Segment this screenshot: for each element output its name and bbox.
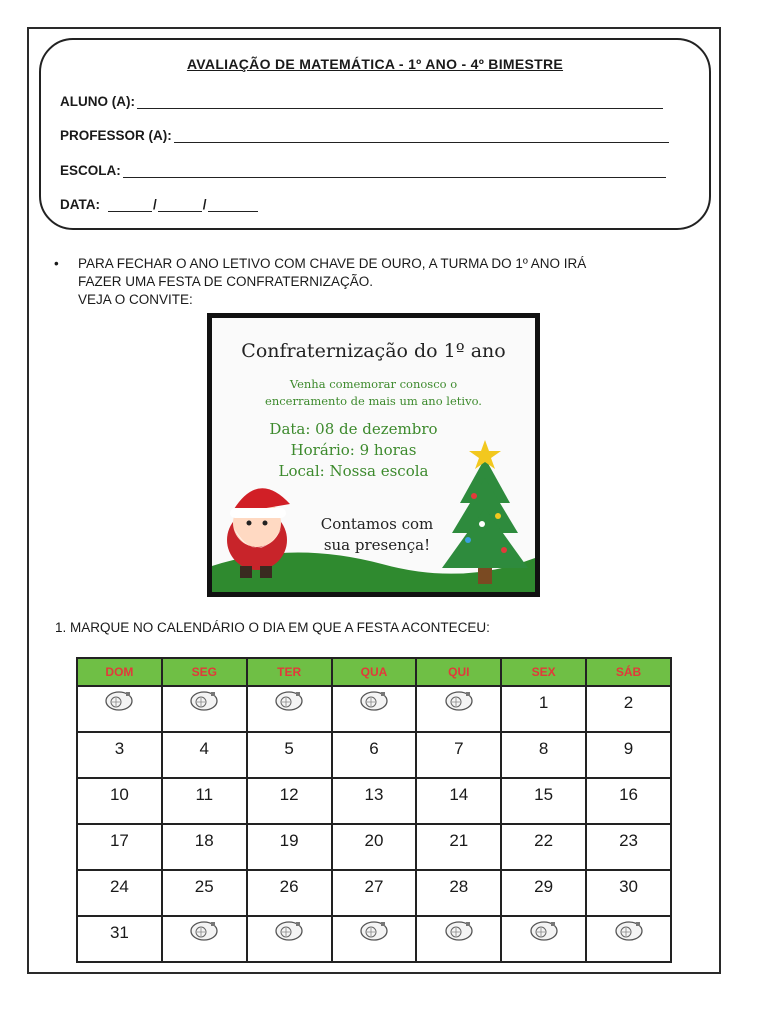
calendar-day-cell[interactable]: [332, 778, 417, 824]
calendar-empty-cell[interactable]: [332, 686, 417, 732]
date-label: DATA:: [60, 197, 100, 212]
weekday-header: SEG: [162, 658, 247, 686]
christmas-ornament-icon: [189, 920, 219, 947]
invitation-place: Local: Nossa escola: [278, 462, 429, 480]
calendar-day-number: 31: [109, 923, 129, 942]
calendar-day-cell[interactable]: [162, 870, 247, 916]
date-separator: /: [153, 197, 157, 212]
weekday-header: DOM: [77, 658, 162, 686]
calendar-day-number: 10: [109, 785, 129, 804]
invitation-title: Confraternização do 1º ano: [241, 340, 506, 362]
calendar-day-cell[interactable]: [416, 824, 501, 870]
calendar-day-cell[interactable]: [501, 732, 586, 778]
calendar-day-cell[interactable]: [247, 732, 332, 778]
student-label: ALUNO (A):: [60, 94, 135, 109]
weekday-header: SEX: [501, 658, 586, 686]
invitation-sub-line-1: Venha comemorar conosco o: [289, 377, 458, 391]
christmas-ornament-icon: [274, 920, 304, 947]
invitation-sub-line-2: encerramento de mais um ano letivo.: [265, 394, 482, 408]
calendar-day-number: 29: [534, 877, 554, 896]
calendar-day-number: 18: [194, 831, 214, 850]
date-month-line[interactable]: [158, 197, 202, 212]
calendar-day-number: 2: [623, 693, 634, 712]
intro-line-3: VEJA O CONVITE:: [78, 292, 193, 307]
school-label: ESCOLA:: [60, 163, 121, 178]
weekday-header: QUA: [332, 658, 417, 686]
calendar-week-row: [77, 686, 671, 732]
calendar-empty-cell[interactable]: [247, 686, 332, 732]
invitation-time: Horário: 9 horas: [290, 441, 417, 459]
christmas-ornament-icon: [104, 690, 134, 717]
calendar-week-row: [77, 870, 671, 916]
calendar-day-cell[interactable]: [586, 870, 671, 916]
weekday-header: QUI: [416, 658, 501, 686]
calendar-body: [77, 686, 671, 962]
calendar-day-number: 9: [623, 739, 634, 758]
calendar-day-number: 21: [449, 831, 469, 850]
calendar-day-number: 3: [114, 739, 125, 758]
student-field[interactable]: [60, 94, 663, 109]
calendar-empty-cell[interactable]: [416, 916, 501, 962]
christmas-ornament-icon: [444, 920, 474, 947]
invitation-details: [212, 419, 495, 482]
calendar-day-cell[interactable]: [247, 870, 332, 916]
calendar-day-cell[interactable]: [586, 824, 671, 870]
calendar-day-number: 28: [449, 877, 469, 896]
calendar-day-cell[interactable]: [416, 778, 501, 824]
calendar-week-row: [77, 732, 671, 778]
calendar-day-number: 17: [109, 831, 129, 850]
calendar-day-cell[interactable]: [501, 824, 586, 870]
calendar-day-cell[interactable]: [77, 916, 162, 962]
calendar-day-number: 22: [534, 831, 554, 850]
calendar-day-number: 14: [449, 785, 469, 804]
calendar-day-cell[interactable]: [247, 778, 332, 824]
weekday-header: SÁB: [586, 658, 671, 686]
teacher-label: PROFESSOR (A):: [60, 128, 172, 143]
intro-line-1: PARA FECHAR O ANO LETIVO COM CHAVE DE OURO, A TURMA DO 1º ANO IRÁ: [78, 256, 587, 271]
calendar-day-cell[interactable]: [77, 778, 162, 824]
date-field[interactable]: [60, 197, 258, 212]
calendar-day-cell[interactable]: [77, 824, 162, 870]
calendar-day-number: 24: [109, 877, 129, 896]
header-box: [39, 38, 711, 230]
weekday-header: TER: [247, 658, 332, 686]
christmas-ornament-icon: [529, 920, 559, 947]
calendar-week-row: [77, 778, 671, 824]
calendar-day-cell[interactable]: [501, 686, 586, 732]
christmas-ornament-icon: [614, 920, 644, 947]
calendar-day-cell[interactable]: [416, 870, 501, 916]
intro-paragraph: [54, 255, 698, 309]
calendar-day-cell[interactable]: [332, 870, 417, 916]
christmas-ornament-icon: [444, 690, 474, 717]
calendar-day-number: 8: [538, 739, 549, 758]
calendar-day-cell[interactable]: [586, 732, 671, 778]
calendar-empty-cell[interactable]: [77, 686, 162, 732]
invitation-closing-line-2: sua presença!: [323, 536, 431, 554]
teacher-line[interactable]: [174, 128, 669, 143]
invitation-closing: [297, 514, 457, 556]
calendar-empty-cell[interactable]: [332, 916, 417, 962]
calendar-day-number: 20: [364, 831, 384, 850]
calendar-day-cell[interactable]: [416, 732, 501, 778]
christmas-ornament-icon: [274, 690, 304, 717]
calendar-day-cell[interactable]: [162, 732, 247, 778]
bullet: •: [54, 256, 59, 271]
invitation-card: [207, 313, 540, 597]
calendar-day-cell[interactable]: [162, 824, 247, 870]
calendar-day-cell[interactable]: [501, 870, 586, 916]
calendar-day-number: 30: [619, 877, 638, 896]
calendar-day-number: 11: [195, 785, 214, 804]
teacher-field[interactable]: [60, 128, 669, 143]
calendar-day-cell[interactable]: [501, 778, 586, 824]
calendar-day-number: 15: [534, 785, 554, 804]
christmas-ornament-icon: [189, 690, 219, 717]
calendar-day-cell[interactable]: [332, 732, 417, 778]
calendar-empty-cell[interactable]: [162, 686, 247, 732]
calendar-day-cell[interactable]: [162, 778, 247, 824]
calendar-day-number: 16: [619, 785, 638, 804]
student-line[interactable]: [137, 94, 663, 109]
calendar-day-number: 4: [199, 739, 209, 758]
calendar-week-row: [77, 824, 671, 870]
calendar-day-number: 12: [279, 785, 299, 804]
calendar-empty-cell[interactable]: [586, 916, 671, 962]
calendar-day-cell[interactable]: [247, 824, 332, 870]
question-1: 1. MARQUE NO CALENDÁRIO O DIA EM QUE A FESTA ACONTECEU:: [55, 620, 490, 635]
calendar-day-number: 7: [454, 739, 464, 758]
exam-title: AVALIAÇÃO DE MATEMÁTICA - 1º ANO - 4º BIMESTRE: [186, 56, 564, 72]
calendar-week-row: [77, 916, 671, 962]
calendar-day-number: 19: [279, 831, 299, 850]
calendar-day-cell[interactable]: [586, 778, 671, 824]
calendar-empty-cell[interactable]: [416, 686, 501, 732]
invitation-closing-line-1: Contamos com: [320, 515, 434, 533]
calendar-day-cell[interactable]: [332, 824, 417, 870]
calendar-day-number: 26: [279, 877, 299, 896]
invitation-date: Data: 08 de dezembro: [269, 420, 438, 438]
calendar-day-number: 5: [284, 739, 294, 758]
calendar-day-number: 27: [364, 877, 384, 896]
calendar-day-number: 6: [369, 739, 379, 758]
intro-line-2: FAZER UMA FESTA DE CONFRATERNIZAÇÃO.: [78, 274, 374, 289]
calendar-day-number: 1: [538, 693, 549, 712]
calendar-empty-cell[interactable]: [247, 916, 332, 962]
calendar-header-row: [77, 658, 671, 686]
school-line[interactable]: [123, 163, 666, 178]
christmas-ornament-icon: [359, 690, 389, 717]
calendar-day-cell[interactable]: [586, 686, 671, 732]
calendar-empty-cell[interactable]: [501, 916, 586, 962]
school-field[interactable]: [60, 163, 666, 178]
invitation-subtitle: [212, 376, 535, 410]
calendar-day-number: 23: [619, 831, 638, 850]
calendar-day-cell[interactable]: [77, 732, 162, 778]
date-year-line[interactable]: [208, 197, 258, 212]
date-day-line[interactable]: [108, 197, 152, 212]
calendar-empty-cell[interactable]: [162, 916, 247, 962]
calendar: [76, 657, 672, 963]
calendar-day-number: 13: [364, 785, 384, 804]
calendar-day-number: 25: [194, 877, 214, 896]
date-separator: /: [202, 197, 207, 212]
christmas-ornament-icon: [359, 920, 389, 947]
calendar-day-cell[interactable]: [77, 870, 162, 916]
